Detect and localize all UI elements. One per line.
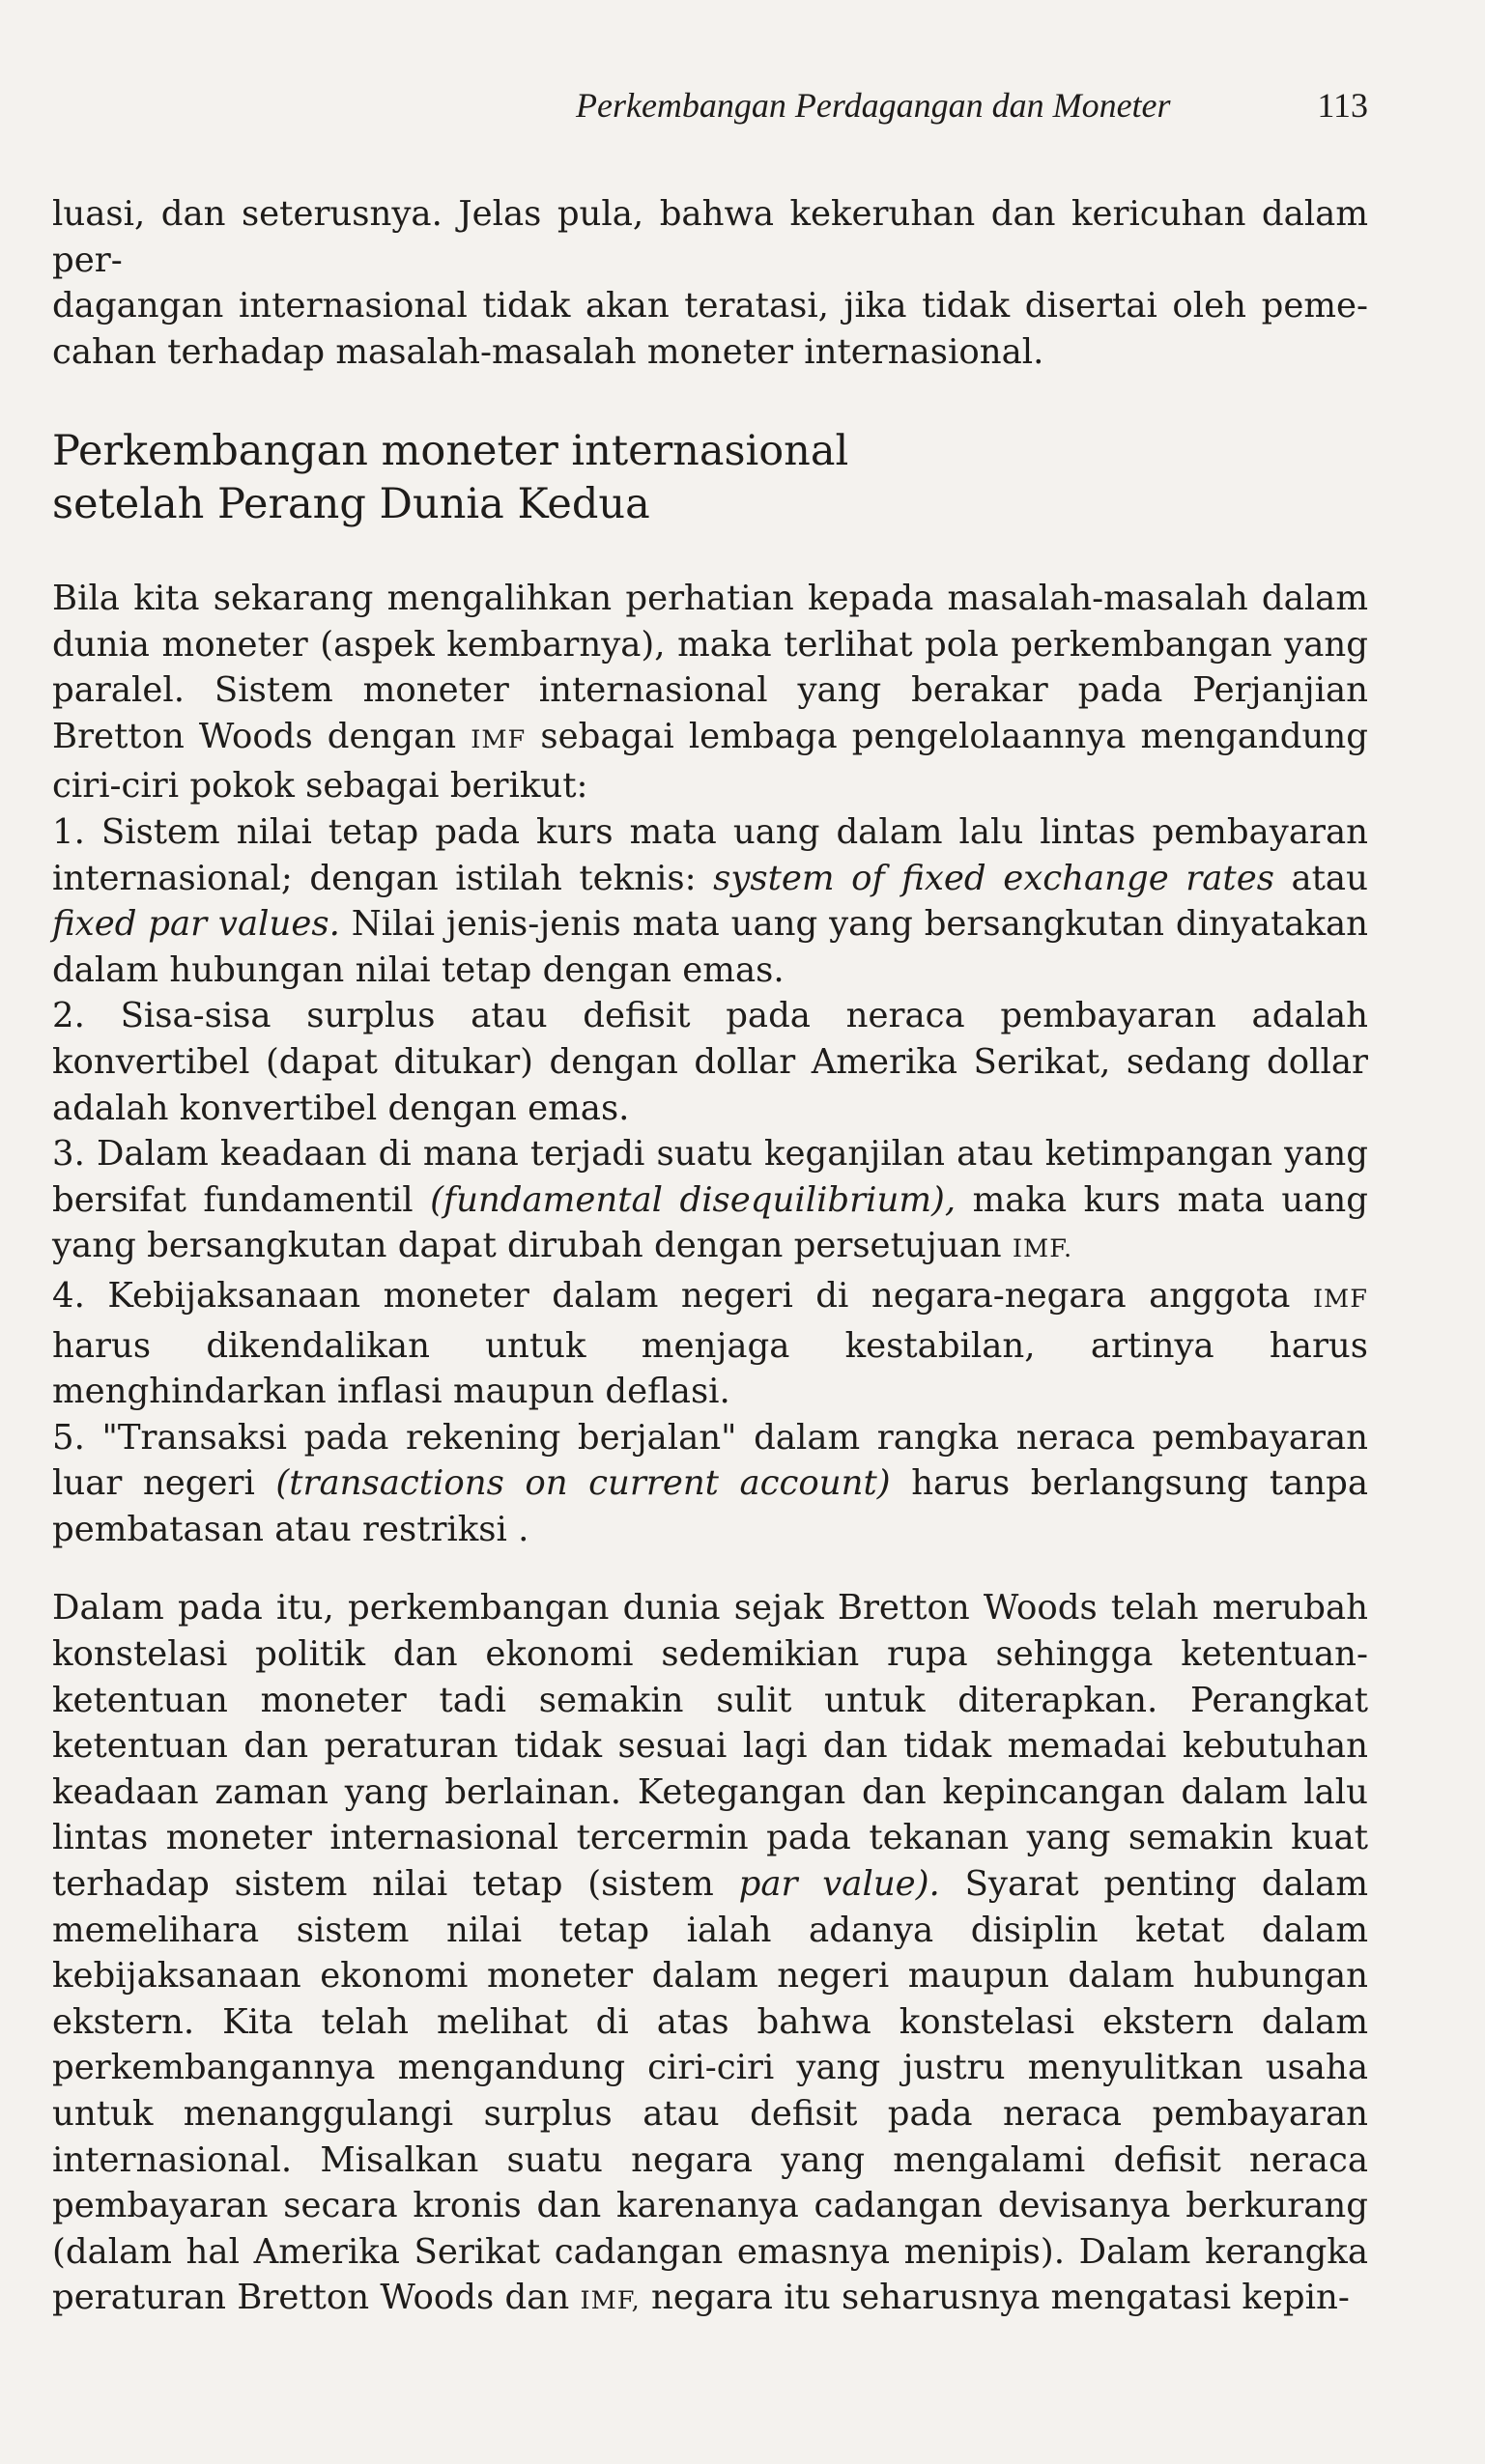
running-header bbox=[576, 85, 1368, 126]
item-number: 3. bbox=[52, 1134, 85, 1175]
item-number: 5. bbox=[52, 1417, 85, 1458]
para2-italic-term: par value). bbox=[738, 1864, 940, 1905]
item-italic-term: fixed par values. bbox=[52, 904, 340, 945]
item-italic-term: (transactions on current account) bbox=[275, 1463, 891, 1504]
item-text: Sisa-sisa surplus atau defisit pada neraca pembayaran adalah konvertibel (dapat ditukar) dengan dollar Amerika Serikat, sedang dollar adalah konvertibel dengan emas. bbox=[52, 996, 1368, 1128]
page-number: 113 bbox=[1317, 86, 1368, 125]
imf-abbrev: IMF bbox=[1312, 1284, 1368, 1314]
intro-line: dagangan internasional tidak akan teratasi, jika tidak disertai oleh peme- bbox=[52, 286, 1368, 326]
list-item-4 bbox=[52, 1273, 1368, 1415]
running-title: Perkembangan Perdagangan dan Moneter bbox=[576, 86, 1171, 125]
item-text: "Transaksi pada rekening berjalan" dalam rangka neraca pembayaran luar negeri bbox=[52, 1417, 1368, 1504]
list-item-2 bbox=[52, 993, 1368, 1131]
list-item-1 bbox=[52, 809, 1368, 993]
item-number: 2. bbox=[52, 996, 85, 1036]
intro-line: luasi, dan seterusnya. Jelas pula, bahwa kekeruhan dan kericuhan dalam per- bbox=[52, 194, 1368, 280]
imf-abbrev: IMF bbox=[471, 724, 527, 754]
item-text: Dalam keadaan di mana terjadi suatu keganjilan atau ketimpangan yang bersifat fundamentil bbox=[52, 1134, 1368, 1220]
item-text-rest: harus berlangsung tanpa pembatasan atau restriksi . bbox=[52, 1463, 1368, 1549]
list-item-5 bbox=[52, 1415, 1368, 1553]
intro-line: cahan terhadap masalah-masalah moneter internasional. bbox=[52, 331, 1044, 372]
para1-end: sebagai lembaga pengelolaannya mengandung ciri-ciri pokok sebagai berikut: bbox=[52, 716, 1368, 807]
heading-line-1: Perkembangan moneter internasional bbox=[52, 427, 849, 475]
para2-text: Syarat penting dalam memelihara sistem nilai tetap ialah adanya disiplin ketat dalam kebijaksanaan ekonomi moneter dalam negeri maupun dalam hubungan ekstern. Kita telah melihat di atas bahwa konstelasi ekstern dalam perkembangannya mengandung ciri-ciri yang justru menyulitkan usaha untuk menanggulangi surplus atau defisit pada neraca pembayaran internasional. Misalkan suatu negara yang mengalami defisit neraca pembayaran secara kronis dan karenanya cadangan devisanya berkurang (dalam hal Amerika Serikat cadangan emasnya menipis). Dalam kerangka peraturan Bretton Woods dan bbox=[52, 1864, 1368, 2318]
item-text: Sistem nilai tetap pada kurs mata uang dalam lalu lintas pembayaran internasional; dengan istilah teknis: bbox=[52, 811, 1368, 898]
section-heading bbox=[52, 425, 1368, 531]
item-text-rest: Nilai jenis-jenis mata uang yang bersangkutan dinyatakan dalam hubungan nilai tetap dengan emas. bbox=[52, 904, 1368, 990]
item-number: 4. bbox=[52, 1275, 85, 1316]
paragraph-1 bbox=[52, 576, 1368, 809]
paragraph-2 bbox=[52, 1585, 1368, 2325]
para1-text: Bila kita sekarang mengalihkan perhatian kepada masalah-masalah dalam dunia moneter (aspek kembarnya), maka terlihat pola perkembangan yang paralel. Sistem moneter internasional yang berakar pada Perjanjian Bretton Woods dengan bbox=[52, 579, 1368, 756]
item-italic-term: (fundamental disequilibrium), bbox=[430, 1179, 957, 1220]
item-text-rest: harus dikendalikan untuk menjaga kestabilan, artinya harus menghindarkan inflasi maupun deflasi. bbox=[52, 1325, 1368, 1412]
item-connector: atau bbox=[1291, 858, 1368, 898]
item-italic-term: system of fixed exchange rates bbox=[713, 858, 1274, 898]
para2-text: Dalam pada itu, perkembangan dunia sejak Bretton Woods telah merubah konstelasi politik dan ekonomi sedemikian rupa sehingga ketentuan-ketentuan moneter tadi semakin sulit untuk diterapkan. Perangkat ketentuan dan peraturan tidak sesuai lagi dan tidak memadai kebutuhan keadaan zaman yang berlainan. Ketegangan dan kepincangan dalam lalu lintas moneter internasional tercermin pada tekanan yang semakin kuat terhadap sistem nilai tetap (sistem bbox=[52, 1588, 1368, 1905]
item-text-rest: maka kurs mata uang yang bersangkutan dapat dirubah dengan persetujuan bbox=[52, 1179, 1369, 1266]
item-text: Kebijaksanaan moneter dalam negeri di negara-negara anggota bbox=[107, 1275, 1291, 1316]
imf-abbrev: IMF, bbox=[580, 2286, 641, 2316]
heading-line-2: setelah Perang Dunia Kedua bbox=[52, 480, 650, 528]
section-body bbox=[52, 576, 1368, 2325]
intro-paragraph bbox=[52, 191, 1368, 375]
para2-text-end: negara itu seharusnya mengatasi kepin- bbox=[651, 2278, 1350, 2318]
item-number: 1. bbox=[52, 811, 85, 852]
list-item-3 bbox=[52, 1131, 1368, 1273]
imf-abbrev: IMF. bbox=[1012, 1234, 1073, 1264]
